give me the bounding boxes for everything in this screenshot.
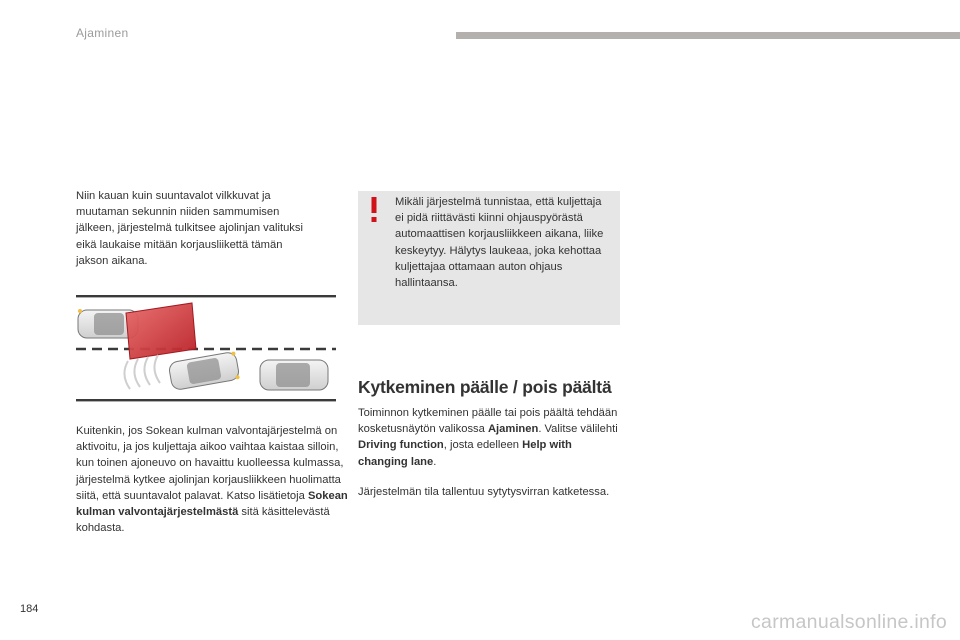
page-number: 184	[20, 603, 39, 615]
watermark: carmanualsonline.info	[751, 611, 947, 633]
own-car	[168, 351, 240, 390]
intro-paragraph: Niin kauan kuin suuntavalot vilkkuvat ja muutaman sekunnin niiden sammumisen jälkeen, järjestelmä tulkitsee ajolinjan valituksi eikä laukaise mitään korjausliikettä tämän jakson aikana.	[76, 190, 303, 267]
warning-text: Mikäli järjestelmä tunnistaa, että kuljettaja ei pidä riittävästi kiinni ohjauspyörästä automaattisen korjausliikkeen aikana, liike keskeytyy. Hälytys laukeaa, joka kehottaa kuljettajaa ottamaan auton ohjaus hallintaansa.	[395, 196, 604, 290]
activation-paragraph: Toiminnon kytkeminen päälle tai pois päältä tehdään kosketusnäytön valikossa Ajaminen. Valitse välilehti Driving function, josta edelleen Help with changing lane.	[358, 407, 618, 468]
menu-name: Ajaminen	[487, 423, 539, 436]
state-memory-paragraph: Järjestelmän tila tallentuu sytytysvirran katketessa.	[358, 486, 610, 498]
section-heading: Kytkeminen päälle / pois päältä	[358, 377, 612, 397]
warning-box	[358, 191, 620, 325]
section-title: Ajaminen	[76, 26, 129, 40]
leading-car	[260, 360, 328, 390]
header-bar	[456, 32, 960, 39]
blind-spot-paragraph: Kuitenkin, jos Sokean kulman valvontajärjestelmä on aktivoitu, ja jos kuljettaja aikoo vaihtaa kaistaa silloin, kun toinen ajoneuvo on havaittu kuolleessa kulmassa, järjestelmä kytkee ajolinjan korjausliikkeen huolimatta siitä, että suuntavalot palavat. Katso lisätietoja Sokean kulman valvontajärjestelmästä sitä käsittelevästä kohdasta.	[76, 425, 348, 535]
lane-change-illustration	[76, 293, 338, 405]
motion-arcs	[124, 355, 160, 389]
blind-spot-zone	[126, 303, 196, 359]
tab-name: Driving function	[358, 439, 444, 452]
function-name: Help with changing lane	[358, 439, 572, 468]
blind-spot-reference: Sokean kulman valvontajärjestelmästä	[76, 489, 348, 519]
exclamation-icon	[369, 197, 379, 223]
